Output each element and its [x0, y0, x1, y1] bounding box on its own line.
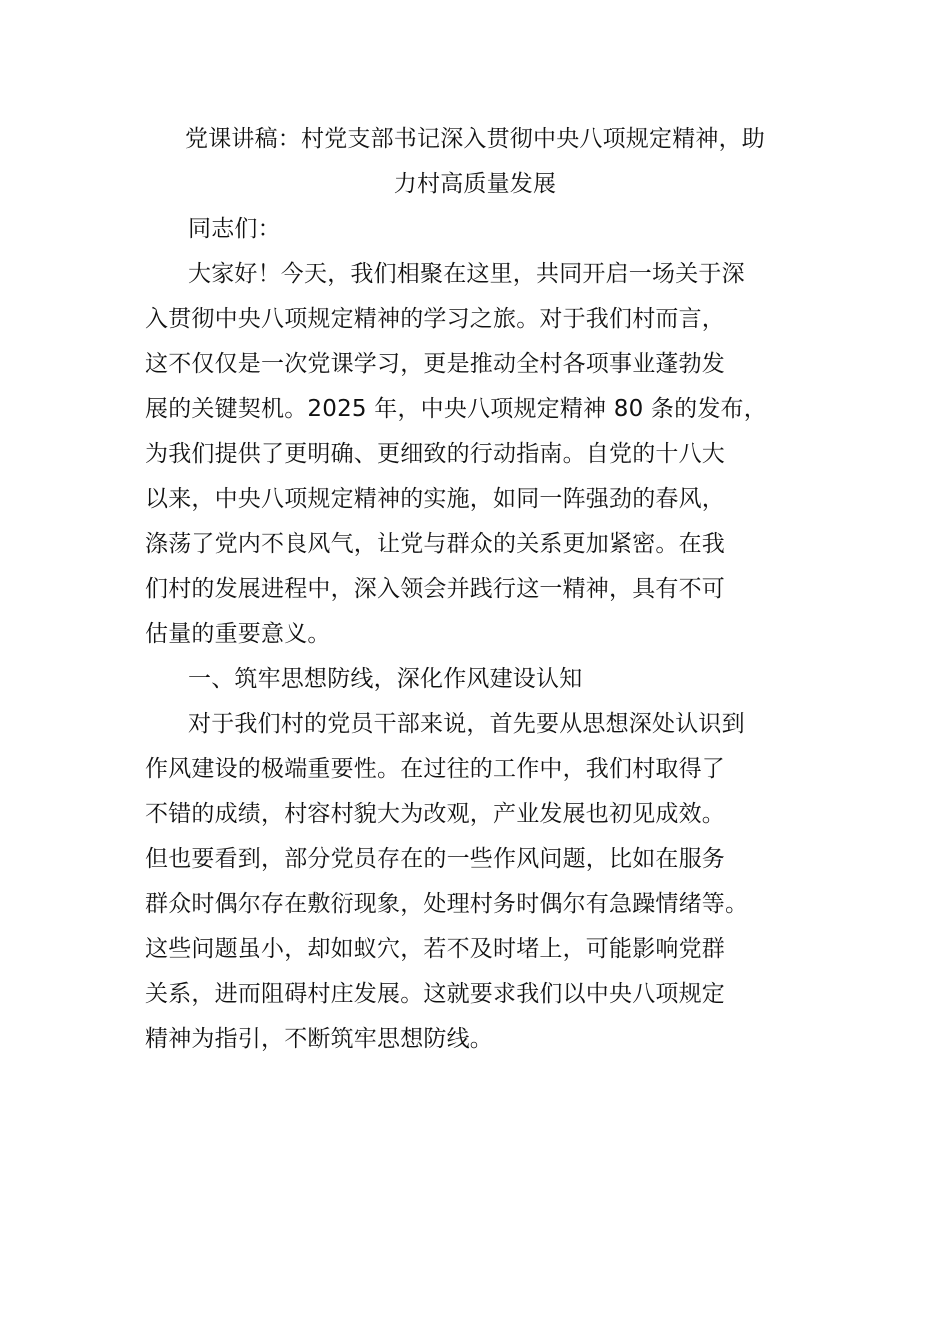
body-line: 精神为指引，不断筑牢思想防线。 [145, 1026, 493, 1052]
body-line: 作风建设的极端重要性。在过往的工作中，我们村取得了 [145, 756, 725, 782]
body-line: 这些问题虽小，却如蚁穴，若不及时堵上，可能影响党群 [145, 936, 725, 962]
body-line: 以来，中央八项规定精神的实施，如同一阵强劲的春风， [145, 486, 725, 512]
body-line: 们村的发展进程中，深入领会并践行这一精神，具有不可 [145, 576, 725, 602]
body-line: 大家好！今天，我们相聚在这里，共同开启一场关于深 [188, 261, 745, 287]
salutation: 同志们： [188, 216, 281, 242]
body-line: 群众时偶尔存在敷衍现象，处理村务时偶尔有急躁情绪等。 [145, 891, 749, 917]
document-title-line-1: 党课讲稿：村党支部书记深入贯彻中央八项规定精神，助 [185, 126, 765, 152]
document-title-line-2: 力村高质量发展 [393, 171, 557, 197]
body-line: 但也要看到，部分党员存在的一些作风问题，比如在服务 [145, 846, 725, 872]
body-line: 这不仅仅是一次党课学习，更是推动全村各项事业蓬勃发 [145, 351, 725, 377]
body-line: 估量的重要意义。 [145, 621, 331, 647]
body-line: 为我们提供了更明确、更细致的行动指南。自党的十八大 [145, 441, 725, 467]
body-line: 不错的成绩，村容村貌大为改观，产业发展也初见成效。 [145, 801, 725, 827]
body-line: 涤荡了党内不良风气，让党与群众的关系更加紧密。在我 [145, 531, 725, 557]
section-heading: 一、筑牢思想防线，深化作风建设认知 [188, 666, 583, 692]
body-line: 关系，进而阻碍村庄发展。这就要求我们以中央八项规定 [145, 981, 725, 1007]
body-line: 对于我们村的党员干部来说，首先要从思想深处认识到 [188, 711, 745, 737]
body-line: 展的关键契机。2025 年，中央八项规定精神 80 条的发布， [145, 396, 767, 422]
body-line: 入贯彻中央八项规定精神的学习之旅。对于我们村而言， [145, 306, 725, 332]
